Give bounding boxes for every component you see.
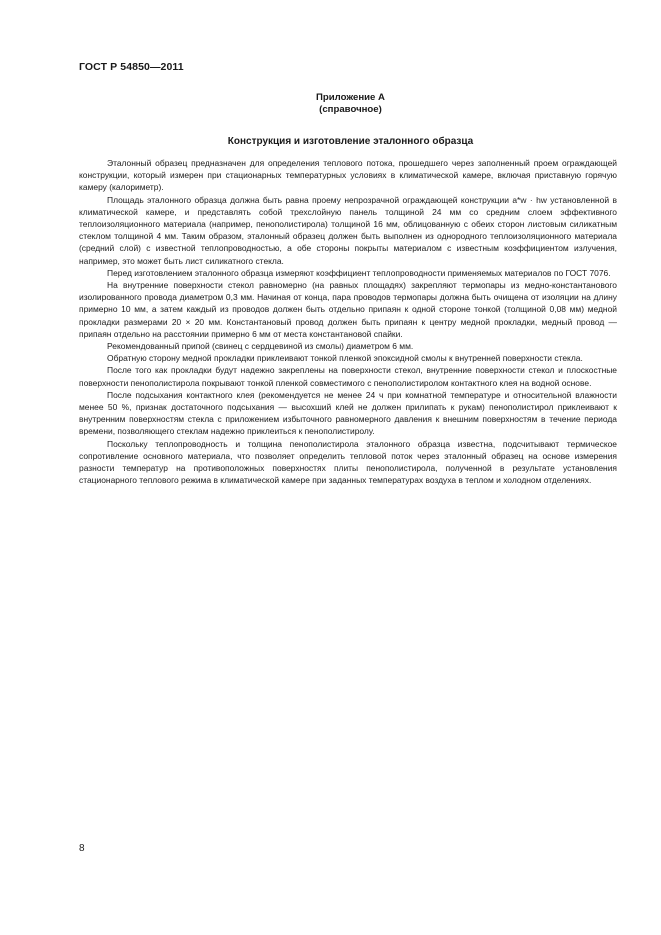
paragraph: На внутренние поверхности стекол равномерно (на равных площадях) закрепляют термопары из медно-константанового изолированного провода диаметром 0,3 мм. Начиная от конца, пара проводов термопары должна быть очищена от изоляции на длину примерно 10 мм, а затем каждый из проводов должен быть отдельно припаян к одной стороне тонкой (толщиной 0,08 мм) медной прокладки размерами 20 × 20 мм. Константановый провод должен быть припаян к центру медной прокладки, медный провод — припаян отдельно на расстоянии примерно 6 мм от места константановой спайки. bbox=[79, 280, 617, 339]
paragraph: После того как прокладки будут надежно закреплены на поверхности стекол, внутренние поверхности стекол и плоскостные поверхности пенополистирола покрывают тонкой пленкой совместимого с пенополистиролом контактного клея на водной основе. bbox=[79, 365, 617, 388]
paragraph: Перед изготовлением эталонного образца измеряют коэффициент теплопроводности применяемых материалов по ГОСТ 7076. bbox=[107, 267, 611, 278]
paragraph: Обратную сторону медной прокладки приклеивают тонкой пленкой эпоксидной смолы к внутренней поверхности стекла. bbox=[107, 353, 583, 364]
paragraph: Эталонный образец предназначен для определения теплового потока, прошедшего через заполненный проем ограждающей конструкции, который измерен при стационарных температурных условиях в климатической камере, включая приставную горячую камеру (калориметр). bbox=[79, 158, 617, 193]
page-number: 8 bbox=[79, 843, 85, 854]
paragraph: Рекомендованный припой (свинец с сердцевиной из смолы) диаметром 6 мм. bbox=[107, 341, 414, 352]
paragraph: После подсыхания контактного клея (рекомендуется не менее 24 ч при комнатной температуре и относительной влажности менее 50 %, признак достаточного подсыхания — высохший клей не должен прилипать к рукам) пенополистирол приклеивают к внутренним поверхностям стекла с приложением избыточного равномерного давления к внешним поверхностям в течение периода времени, позволяющего стеклам надежно приклеиться к пенополистиролу. bbox=[79, 389, 617, 437]
body-text bbox=[79, 157, 617, 486]
paragraph: Поскольку теплопроводность и толщина пенополистирола эталонного образца известна, подсчитывают термическое сопротивление основного материала, что позволяет определить тепловой поток через эталонный образец на основе измерения разности температур на противоположных поверхностях плиты пенополистирола, полученной в результате установления стационарного теплового режима в климатической камере при заданных температурах воздуха в теплом и холодном отделениях. bbox=[79, 438, 617, 486]
document-code: ГОСТ Р 54850—2011 bbox=[79, 61, 184, 73]
paragraph: Площадь эталонного образца должна быть равна проему непрозрачной ограждающей конструкции a*w · hw установленной в климатической камере, и представлять собой трехслойную панель толщиной 24 мм со средним слоем эффективного теплоизоляционного материала (например, пенополистирола) толщиной 16 мм, облицованную с обеих сторон листовым силикатным стеклом толщиной 4 мм. Таким образом, эталонный образец должен быть выполнен из однородного теплоизоляционного материала (средний слой) с известной теплопроводностью, а обе стороны покрыты материалом с известным коэффициентом излучения, например, это может быть лист силикатного стекла. bbox=[79, 194, 617, 266]
appendix-title: Приложение А bbox=[316, 92, 385, 103]
appendix-subtitle: (справочное) bbox=[319, 104, 382, 115]
section-title: Конструкция и изготовление эталонного образца bbox=[227, 136, 474, 147]
appendix-heading bbox=[0, 92, 661, 116]
